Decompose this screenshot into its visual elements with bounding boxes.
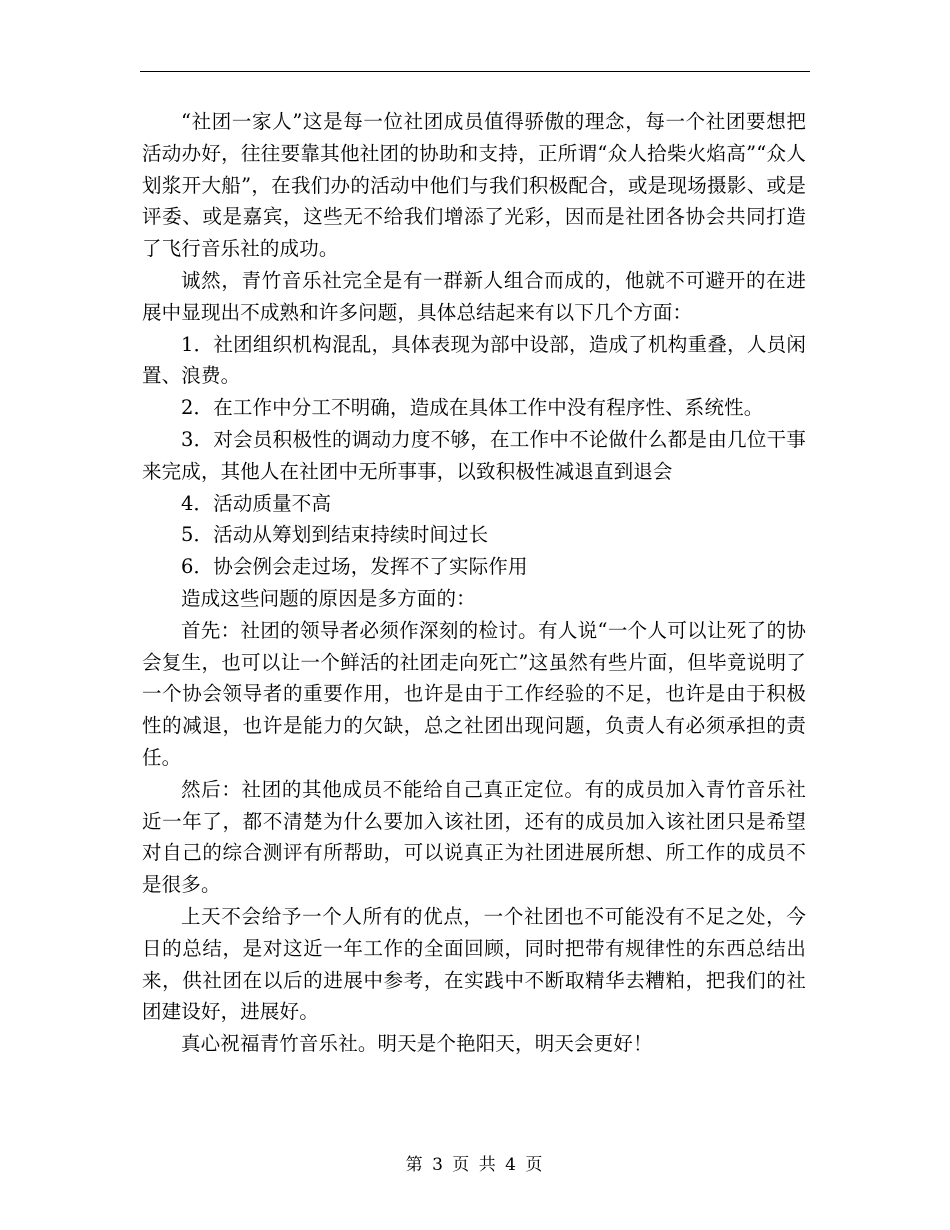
- problem-item-1: 1．社团组织机构混乱，具体表现为部中设部，造成了机构重叠，人员闲置、浪费。: [142, 332, 806, 388]
- paragraph-summary: 上天不会给予一个人所有的优点，一个社团也不可能没有不足之处，今日的总结，是对这近一年工作的全面回顾，同时把带有规律性的东西总结出来，供社团在以后的进展中参考，在实践中不断取精华去糟粕，把我们的社团建设好，进展好。: [142, 904, 806, 1024]
- problem-item-4: 4．活动质量不高: [181, 491, 332, 515]
- paragraph-community: “社团一家人”这是每一位社团成员值得骄傲的理念，每一个社团要想把活动办好，往往要靠其他社团的协助和支持，正所谓“众人拾柴火焰高”“众人划浆开大船”，在我们办的活动中他们与我们积极配合，或是现场摄影、或是评委、或是嘉宾，这些无不给我们增添了光彩，因而是社团各协会共同打造了飞行音乐社的成功。: [142, 110, 806, 261]
- paragraph-second-cause: 然后：社团的其他成员不能给自己真正定位。有的成员加入青竹音乐社近一年了，都不清楚为什么要加入该社团，还有的成员加入该社团只是希望对自己的综合测评有所帮助，可以说真正为社团进展所想、所工作的成员不是很多。: [142, 777, 806, 897]
- problem-item-6: 6．协会例会走过场，发挥不了实际作用: [181, 555, 528, 579]
- problem-item-3: 3．对会员积极性的调动力度不够，在工作中不论做什么都是由几位干事来完成，其他人在社团中无所事事，以致积极性减退直到退会: [142, 427, 806, 483]
- problem-item-5: 5．活动从筹划到结束持续时间过长: [181, 523, 489, 547]
- header-rule: [140, 71, 810, 72]
- paragraph-first-cause: 首先：社团的领导者必须作深刻的检讨。有人说“一个人可以让死了的协会复生，也可以让一个鲜活的社团走向死亡”这虽然有些片面，但毕竟说明了一个协会领导者的重要作用，也许是由于工作经验的不足，也许是由于积极性的减退，也许是能力的欠缺，总之社团出现问题，负责人有必须承担的责任。: [142, 618, 806, 769]
- page-number: 第 3 页 共 4 页: [405, 1155, 545, 1175]
- paragraph-problems-intro: 诚然，青竹音乐社完全是有一群新人组合而成的，他就不可避开的在进展中显现出不成熟和许多问题，具体总结起来有以下几个方面：: [142, 268, 806, 324]
- problem-item-2: 2．在工作中分工不明确，造成在具体工作中没有程序性、系统性。: [181, 396, 764, 420]
- paragraph-closing-wish: 真心祝福青竹音乐社。明天是个艳阳天，明天会更好！: [181, 1032, 653, 1056]
- paragraph-causes-intro: 造成这些问题的原因是多方面的：: [181, 586, 476, 610]
- document-body: [142, 106, 806, 1060]
